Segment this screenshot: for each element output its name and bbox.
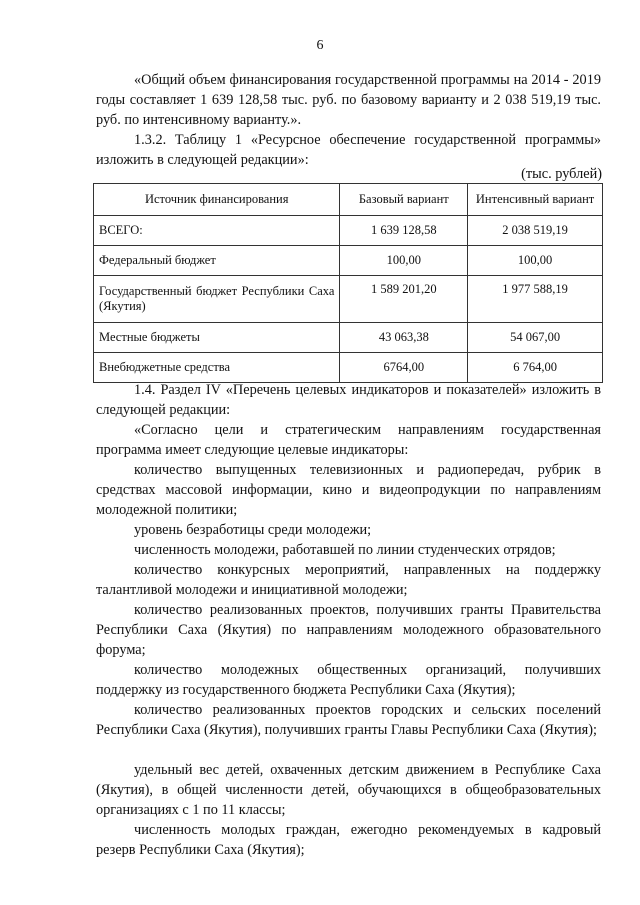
row-intensive: 54 067,00	[468, 323, 603, 353]
indicator-item: численность молодежи, работавшей по линии студенческих отрядов;	[134, 542, 556, 558]
row-base: 6764,00	[340, 353, 468, 383]
row-base: 1 639 128,58	[340, 216, 468, 246]
row-base: 43 063,38	[340, 323, 468, 353]
indicator-item: удельный вес детей, охваченных детским движением в Республике Саха (Якутия), в общей численности детей, обучающихся в общеобразовательных организациях с 1 по 11 классы;	[96, 762, 601, 818]
table-row	[94, 323, 603, 353]
header-intensive: Интенсивный вариант	[468, 184, 603, 216]
table-row	[94, 276, 603, 323]
indicator-item: количество выпущенных телевизионных и радиопередач, рубрик в средствах массовой информации, кино и видеопродукции по направлениям молодежной политики;	[96, 462, 601, 518]
indicator-item: количество реализованных проектов городских и сельских поселений Республики Саха (Якутия), получивших гранты Главы Республики Саха (Якутия);	[96, 702, 601, 738]
row-intensive: 2 038 519,19	[468, 216, 603, 246]
row-source: Государственный бюджет Республики Саха (Якутия)	[94, 276, 340, 323]
section-paragraph-2: «Согласно цели и стратегическим направлениям государственная программа имеет следующие целевые индикаторы:	[96, 422, 601, 458]
header-source: Источник финансирования	[94, 184, 340, 216]
table-header-row	[94, 184, 603, 216]
intro-paragraph-2: 1.3.2. Таблицу 1 «Ресурсное обеспечение государственной программы» изложить в следующей редакции»:	[96, 132, 601, 168]
row-source: ВСЕГО:	[94, 216, 340, 246]
table-row	[94, 353, 603, 383]
row-source: Внебюджетные средства	[94, 353, 340, 383]
indicator-item: количество молодежных общественных организаций, получивших поддержку из государственного бюджета Республики Саха (Якутия);	[96, 662, 601, 698]
header-base: Базовый вариант	[340, 184, 468, 216]
indicator-item: численность молодых граждан, ежегодно рекомендуемых в кадровый резерв Республики Саха (Якутия);	[96, 822, 601, 858]
row-intensive: 100,00	[468, 246, 603, 276]
row-source: Федеральный бюджет	[94, 246, 340, 276]
row-intensive: 1 977 588,19	[468, 276, 603, 323]
row-source: Местные бюджеты	[94, 323, 340, 353]
units-label: (тыс. рублей)	[521, 166, 602, 182]
table-row	[94, 216, 603, 246]
indicator-item: количество реализованных проектов, получивших гранты Правительства Республики Саха (Якутия) по направлениям молодежного образовательного форума;	[96, 602, 601, 658]
section-paragraph-1: 1.4. Раздел IV «Перечень целевых индикаторов и показателей» изложить в следующей редакции:	[96, 382, 601, 418]
row-intensive: 6 764,00	[468, 353, 603, 383]
table-row	[94, 246, 603, 276]
row-base: 100,00	[340, 246, 468, 276]
page-number: 6	[316, 38, 324, 53]
intro-paragraph-1: «Общий объем финансирования государственной программы на 2014 - 2019 годы составляет 1 639 128,58 тыс. руб. по базовому варианту и 2 038 519,19 тыс. руб. по интенсивному варианту.».	[96, 72, 601, 128]
resource-table	[93, 183, 603, 383]
indicator-item: количество конкурсных мероприятий, направленных на поддержку талантливой молодежи и инициативной молодежи;	[96, 562, 601, 598]
row-base: 1 589 201,20	[340, 276, 468, 323]
indicator-item: уровень безработицы среди молодежи;	[134, 522, 372, 538]
